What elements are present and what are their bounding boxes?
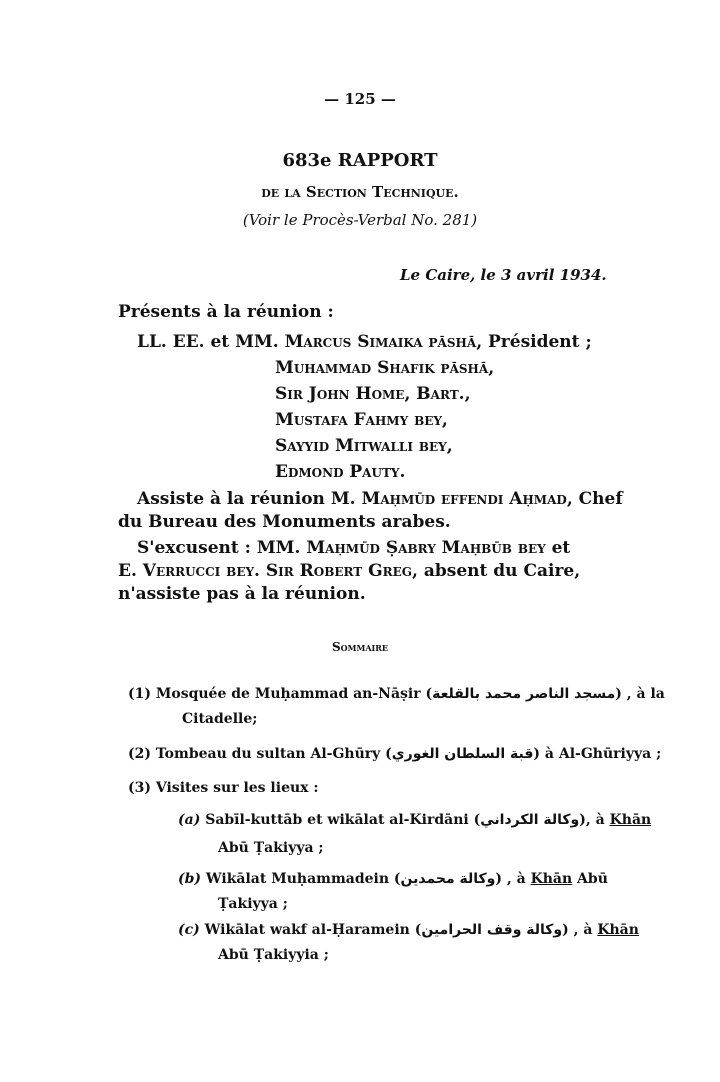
item-3-text: Visites sur les lieux : xyxy=(155,780,319,796)
excusent-sep: . xyxy=(254,561,266,581)
sub-item-b-arabic: وكالة محمدين xyxy=(400,871,496,887)
president-role: , Président ; xyxy=(476,332,592,352)
presents-label: Présents à la réunion : xyxy=(118,302,334,322)
sub-item-a-continuation: Abū Ṭakiyya ; xyxy=(218,840,324,856)
item-2-arabic: قبة السلطان الغوري xyxy=(391,746,534,762)
item-1-text-b: ) , à la xyxy=(615,686,665,702)
sub-item-a-text: Sabīl-kuttāb et wikālat al-Kirdāni ( xyxy=(205,812,481,828)
sub-item-a-label: (a) xyxy=(178,812,201,828)
sub-item-c-arabic: وكالة وقف الحرامين xyxy=(421,922,563,938)
excusent-et: et xyxy=(545,538,571,558)
item-2-text: Tombeau du sultan Al-Ghūry ( xyxy=(155,746,392,762)
assiste-line-1 xyxy=(137,489,623,509)
assiste-name: Maḥmūd effendi Aḥmad xyxy=(361,489,567,509)
attendee-4: Mustafa Fahmy bey, xyxy=(275,410,448,430)
sommaire-item-1 xyxy=(128,686,665,702)
excusent-line-2 xyxy=(118,561,580,581)
attendee-2: Muhammad Shafik pāshā, xyxy=(275,358,495,378)
item-3-number: (3) xyxy=(128,780,151,796)
item-1-text: Mosquée de Muḥammad an-Nāṣir ( xyxy=(155,686,433,702)
page-number: — 125 — xyxy=(324,90,396,108)
item-1-arabic: مسجد الناصر محمد بالقلعة xyxy=(432,686,616,702)
item-2-text-b: ) à Al-Ghūriyya ; xyxy=(533,746,662,762)
sub-item-a-arabic: وكالة الكرداني xyxy=(480,812,580,828)
item-1-number: (1) xyxy=(128,686,151,702)
assiste-line-2: du Bureau des Monuments arabes. xyxy=(118,512,451,532)
attendee-3: Sir John Home, Bart., xyxy=(275,384,471,404)
sub-item-b-text: Wikālat Muḥammadein ( xyxy=(205,871,401,887)
sub-item-b-continuation: Ṭakiyya ; xyxy=(218,896,288,912)
sommaire-item-2 xyxy=(128,746,661,762)
sub-item-a-khan: Khān xyxy=(609,812,652,828)
item-2-number: (2) xyxy=(128,746,151,762)
attendee-line-1 xyxy=(137,332,592,352)
excusent-name-2: E. Verrucci bey xyxy=(118,561,255,581)
excusent-line-3: n'assiste pas à la réunion. xyxy=(118,584,366,604)
attendee-6: Edmond Pauty. xyxy=(275,462,406,482)
sub-item-c xyxy=(178,922,639,938)
excusent-absent: , absent du Caire, xyxy=(412,561,581,581)
assiste-text: Assiste à la réunion M. xyxy=(137,489,362,509)
attendee-president: Marcus Simaika pāshā xyxy=(284,332,477,352)
excusent-name-1: Maḥmūd Ṣabry Maḥbūb bey xyxy=(306,538,546,558)
sub-item-c-continuation: Abū Ṭakiyyia ; xyxy=(218,947,329,963)
date-line: Le Caire, le 3 avril 1934. xyxy=(400,266,607,284)
sub-item-a xyxy=(178,812,651,828)
excusent-text: S'excusent : MM. xyxy=(137,538,307,558)
report-title: 683e RAPPORT xyxy=(282,150,438,171)
section-line: de la Section Technique. xyxy=(261,183,459,201)
sub-item-b-text-b: ) , à xyxy=(495,871,531,887)
sub-item-c-text-b: ) , à xyxy=(562,922,598,938)
excusent-line-1 xyxy=(137,538,570,558)
excusent-name-3: Sir Robert Greg xyxy=(265,561,413,581)
attendee-5: Sayyid Mitwalli bey, xyxy=(275,436,453,456)
sub-item-c-text: Wikālat wakf al-Ḥaramein ( xyxy=(204,922,422,938)
sub-item-b-text-c: Abū xyxy=(572,871,608,887)
item-1-continuation: Citadelle; xyxy=(182,711,258,727)
sub-item-a-text-b: ), à xyxy=(579,812,610,828)
sub-item-b xyxy=(178,871,608,887)
sommaire-heading: Sommaire xyxy=(331,640,389,654)
proces-verbal-ref: (Voir le Procès-Verbal No. 281) xyxy=(242,211,478,229)
assiste-role: , Chef xyxy=(566,489,623,509)
sommaire-item-3 xyxy=(128,780,319,796)
attendees-prefix: LL. EE. et MM. xyxy=(137,332,279,352)
sub-item-b-khan: Khān xyxy=(530,871,573,887)
sub-item-c-label: (c) xyxy=(178,922,200,938)
sub-item-b-label: (b) xyxy=(178,871,202,887)
sub-item-c-khan: Khān xyxy=(597,922,639,938)
